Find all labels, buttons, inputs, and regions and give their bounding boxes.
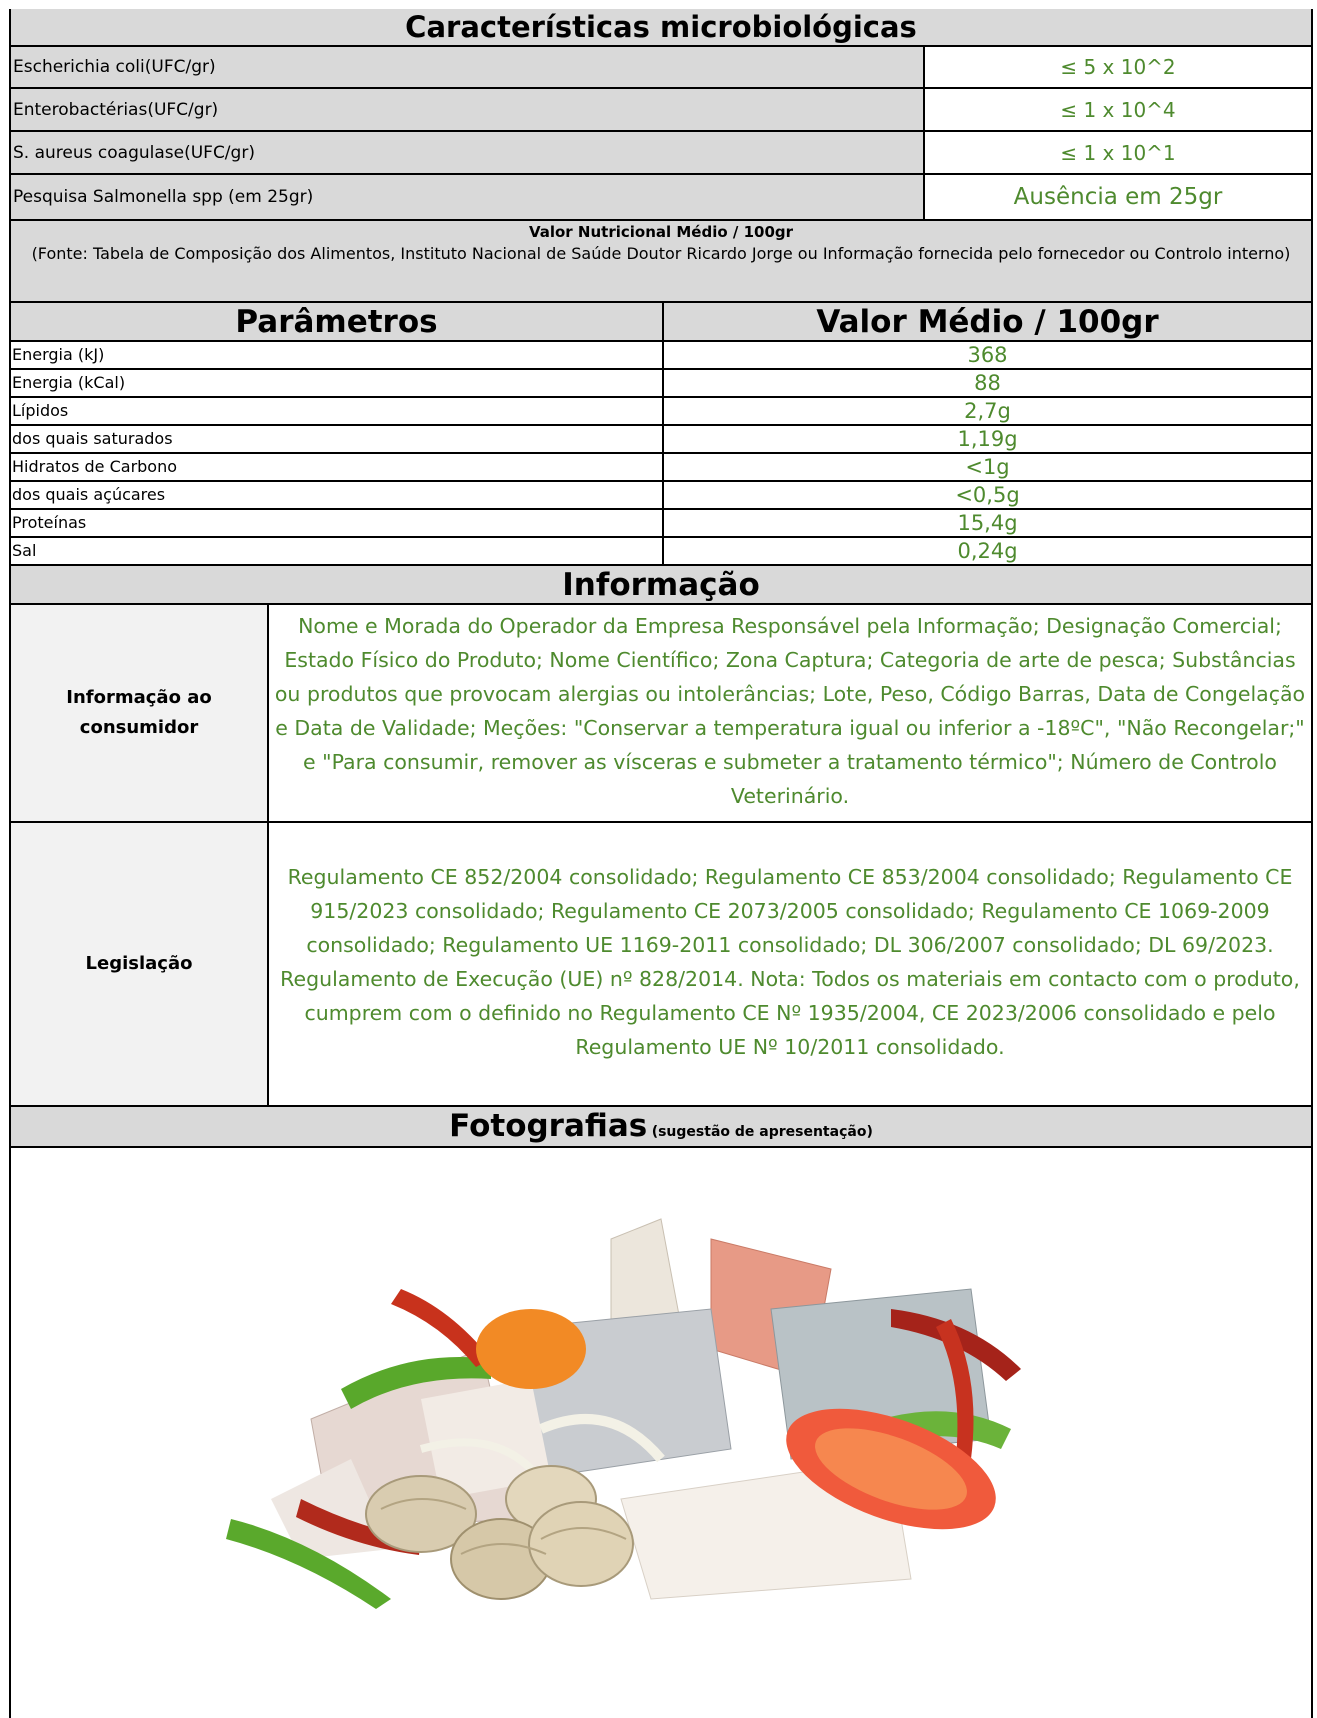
table-row-value: 1,19g (957, 427, 1018, 451)
table-row-label: Hidratos de Carbono (12, 457, 178, 476)
table-row-value: 15,4g (957, 511, 1018, 535)
nutrition-header (11, 221, 1311, 301)
consumer-info-text: Nome e Morada do Operador da Empresa Responsável pela Informação; Designação Comercial; Estado Físico do Produto; Nome Científico; Zona Captura; Categoria de arte de pesca; Substâncias ou produtos que provocam alergias ou intolerâncias; Lote, Peso, Código Barras, Data de Congelação e Data de Validade; Meções: "Conservar a temperatura igual ou inferior a -18ºC", "Não Recongelar;" e "Para consumir, remover as vísceras e submeter a tratamento térmico"; Número de Controlo Veterinário. (274, 614, 1306, 808)
table-row-label: dos quais açúcares (12, 485, 166, 504)
table-row-label: Sal (12, 541, 37, 560)
table-row-label: Energia (kJ) (12, 345, 105, 364)
photos-subtitle: (sugestão de apresentação) (651, 1124, 873, 1140)
nutrition-table (11, 342, 1311, 564)
table-row-label: Lípidos (12, 401, 69, 420)
legislation-text: Regulamento CE 852/2004 consolidado; Regulamento CE 853/2004 consolidado; Regulamento CE 915/2023 consolidado; Regulamento CE 2073/2005 consolidado; Regulamento CE 1069-2009 consolidado; Regulamento UE 1169-2011 consolidado; DL 306/2007 consolidado; DL 69/2023. Regulamento de Execução (UE) nº 828/2014. Nota: Todos os materiais em contacto com o produto, cumprem com o definido no Regulamento CE Nº 1935/2004, CE 2023/2006 consolidado e pelo Regulamento UE Nº 10/2011 consolidado. (280, 865, 1300, 1059)
micro-label-enterobacteria: Enterobactérias(UFC/gr) (13, 99, 219, 120)
table-row-value: 2,7g (964, 399, 1011, 423)
micro-value-salmonella: Ausência em 25gr (1013, 184, 1223, 210)
table-row-value: 0,24g (957, 539, 1018, 563)
col-header-average-value: Valor Médio / 100gr (664, 303, 1311, 340)
table-row-value: 368 (967, 343, 1008, 367)
micro-value-enterobacteria: ≤ 1 x 10^4 (1060, 97, 1176, 122)
consumer-info-label: Informação ao consumidor (11, 605, 267, 821)
micro-value-ecoli: ≤ 5 x 10^2 (1060, 55, 1176, 79)
micro-table (11, 47, 1311, 221)
table-row-label: dos quais saturados (12, 429, 173, 448)
micro-label-ecoli: Escherichia coli(UFC/gr) (13, 57, 216, 77)
micro-title: Características microbiológicas (11, 9, 1311, 45)
product-spec-sheet (9, 9, 1313, 1718)
table-row-value: <1g (965, 455, 1010, 479)
nutrition-title: Valor Nutricional Médio / 100gr (528, 223, 794, 241)
micro-label-saureus: S. aureus coagulase(UFC/gr) (13, 142, 255, 163)
table-row-value: <0,5g (955, 483, 1020, 507)
table-row-label: Energia (kCal) (12, 373, 126, 392)
seafood-photo (191, 1199, 1141, 1619)
nutrition-source: (Fonte: Tabela de Composição dos Alimentos, Instituto Nacional de Saúde Doutor Ricardo Jorge ou Informação fornecida pelo fornecedor ou Controlo interno) (31, 244, 1291, 263)
micro-label-salmonella: Pesquisa Salmonella spp (em 25gr) (13, 187, 314, 207)
table-row-value: 88 (974, 371, 1001, 395)
photos-title: Fotografias (449, 1108, 648, 1144)
table-row-label: Proteínas (12, 513, 87, 532)
legislation-label: Legislação (11, 823, 267, 1105)
info-title: Informação (11, 566, 1311, 603)
col-header-parameters: Parâmetros (11, 303, 662, 340)
photos-header (11, 1107, 1311, 1146)
micro-value-saureus: ≤ 1 x 10^1 (1060, 140, 1176, 165)
